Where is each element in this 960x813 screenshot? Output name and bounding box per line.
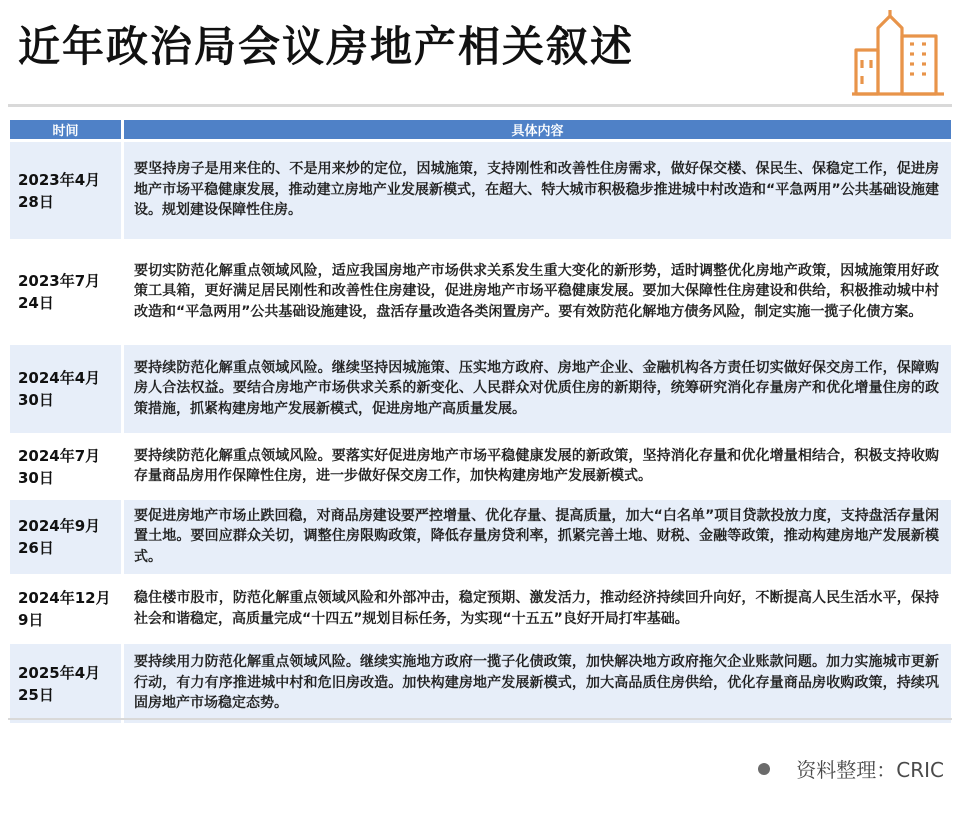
dot-icon xyxy=(758,763,770,775)
city-buildings-icon xyxy=(850,6,946,98)
row-date: 2024年7月30日 xyxy=(10,436,124,500)
table-row xyxy=(10,142,951,242)
table-row xyxy=(10,345,951,436)
source-note xyxy=(758,754,944,783)
row-content: 要促进房地产市场止跌回稳，对商品房建设要严控增量、优化存量、提高质量，加大“白名单”项目贷款投放力度，支持盘活存量闲置土地。要回应群众关切，调整住房限购政策，降低存量房贷利率，抓紧完善土地、财税、金融等政策，推动构建房地产发展新模式。 xyxy=(124,500,951,577)
row-content: 稳住楼市股市，防范化解重点领域风险和外部冲击，稳定预期、激发活力，推动经济持续回升向好，不断提高人民生活水平，保持社会和谐稳定，高质量完成“十四五”规划目标任务，为实现“十五五”良好开局打牢基础。 xyxy=(124,577,951,644)
row-content: 要持续用力防范化解重点领域风险。继续实施地方政府一揽子化债政策，加快解决地方政府拖欠企业账款问题。加力实施城市更新行动，有力有序推进城中村和危旧房改造。加快构建房地产发展新模式，加大高品质住房供给，优化存量商品房收购政策，持续巩固房地产市场稳定态势。 xyxy=(124,644,951,726)
row-date: 2024年12月9日 xyxy=(10,577,124,644)
table-row xyxy=(10,436,951,500)
row-content: 要切实防范化解重点领域风险，适应我国房地产市场供求关系发生重大变化的新形势，适时调整优化房地产政策，因城施策用好政策工具箱，更好满足居民刚性和改善性住房建设，促进房地产市场平稳健康发展。要加大保障性住房建设和供给，积极推动城中村改造和“平急两用”公共基础设施建设，盘活存量改造各类闲置房产。要有效防范化解地方债务风险，制定实施一揽子化债方案。 xyxy=(124,242,951,345)
row-content: 要持续防范化解重点领域风险。继续坚持因城施策、压实地方政府、房地产企业、金融机构各方责任切实做好保交房工作，保障购房人合法权益。要结合房地产市场供求关系的新变化、人民群众对优质住房的新期待，统筹研究消化存量房产和优化增量住房的政策措施，抓紧构建房地产发展新模式，促进房地产高质量发展。 xyxy=(124,345,951,436)
divider-top xyxy=(8,104,952,107)
source-text: 资料整理：CRIC xyxy=(796,758,944,782)
table-row xyxy=(10,242,951,345)
header-content: 具体内容 xyxy=(124,120,951,142)
row-content: 要坚持房子是用来住的、不是用来炒的定位，因城施策，支持刚性和改善性住房需求，做好保交楼、保民生、保稳定工作，促进房地产市场平稳健康发展，推动建立房地产业发展新模式，在超大、特大城市积极稳步推进城中村改造和“平急两用”公共基础设施建设。规划建设保障性住房。 xyxy=(124,142,951,242)
table-header-row xyxy=(10,120,951,142)
header-time: 时间 xyxy=(10,120,124,142)
page-title: 近年政治局会议房地产相关叙述 xyxy=(18,22,635,71)
row-date: 2023年7月24日 xyxy=(10,242,124,345)
row-date: 2024年9月26日 xyxy=(10,500,124,577)
row-content: 要持续防范化解重点领域风险。要落实好促进房地产市场平稳健康发展的新政策，坚持消化存量和优化增量相结合，积极支持收购存量商品房用作保障性住房，进一步做好保交房工作，加快构建房地产发展新模式。 xyxy=(124,436,951,500)
divider-bottom xyxy=(8,718,952,720)
row-date: 2025年4月25日 xyxy=(10,644,124,726)
row-date: 2024年4月30日 xyxy=(10,345,124,436)
policy-table xyxy=(10,120,951,726)
table-row xyxy=(10,577,951,644)
table-row xyxy=(10,644,951,726)
row-date: 2023年4月28日 xyxy=(10,142,124,242)
table-row xyxy=(10,500,951,577)
